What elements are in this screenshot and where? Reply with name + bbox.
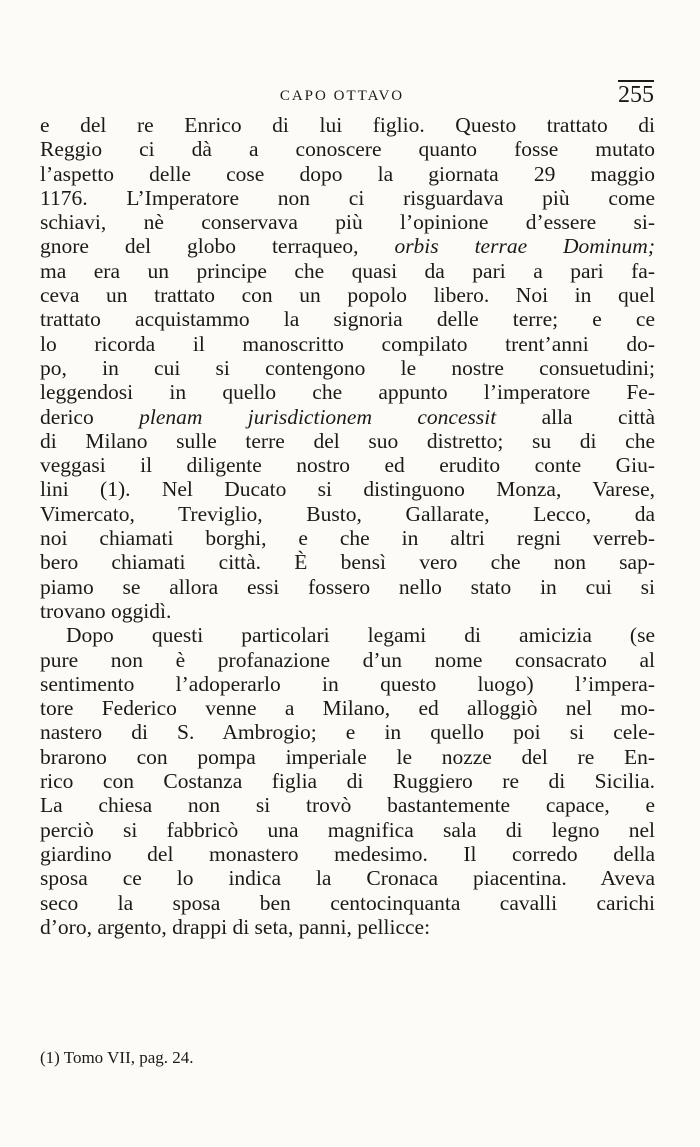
text-line <box>40 332 655 356</box>
text-run: pure non è profanazione d’un nome consacrato al <box>40 647 655 672</box>
text-run: bero chiamati città. È bensì vero che non sap- <box>40 550 655 575</box>
text-run: leggendosi in quello che appunto l’imperatore Fe- <box>40 380 655 405</box>
text-run: di Milano sulle terre del suo distretto; su di che <box>40 428 655 453</box>
paragraph <box>40 113 655 623</box>
text-line <box>40 234 655 258</box>
text-run: lo ricorda il manoscritto compilato trent’anni do- <box>40 331 655 356</box>
text-line <box>40 186 655 210</box>
text-line <box>40 696 655 720</box>
text-line <box>40 502 655 526</box>
text-line <box>40 259 655 283</box>
text-line <box>40 720 655 744</box>
text-line <box>40 891 655 915</box>
text-line <box>40 113 655 137</box>
text-run: perciò si fabbricò una magnifica sala di legno nel <box>40 817 655 842</box>
text-run: ma era un principe che quasi da pari a pari fa- <box>40 258 655 283</box>
footnote: (1) Tomo VII, pag. 24. <box>40 1048 194 1067</box>
text-line <box>40 842 655 866</box>
text-run: Dopo questi particolari legami di amicizia (se <box>66 623 655 648</box>
text-run: sposa ce lo indica la Cronaca piacentina. Aveva <box>40 866 655 891</box>
running-header <box>38 82 654 112</box>
text-line <box>40 648 655 672</box>
text-run: lini (1). Nel Ducato si distinguono Monza, Varese, <box>40 477 655 502</box>
text-line <box>40 162 655 186</box>
text-line <box>40 356 655 380</box>
text-run: piamo se allora essi fossero nello stato in cui si <box>40 574 655 599</box>
paragraph <box>40 623 655 939</box>
text-run: noi chiamati borghi, e che in altri regni verreb- <box>40 526 655 551</box>
running-title: CAPO OTTAVO <box>279 88 405 104</box>
text-run: tore Federico venne a Milano, ed alloggiò nel mo- <box>40 696 655 721</box>
text-run: La chiesa non si trovò bastantemente capace, e <box>40 793 655 818</box>
text-run: rico con Costanza figlia di Ruggiero re di Sicilia. <box>40 769 655 794</box>
text-run: schiavi, nè conservava più l’opinione d’essere si- <box>40 210 655 235</box>
text-line <box>40 526 655 550</box>
text-line <box>40 599 655 623</box>
text-run: giardino del monastero medesimo. Il corredo della <box>40 841 655 866</box>
text-run: seco la sposa ben centocinquanta cavalli carichi <box>40 890 655 915</box>
text-run: gnore del globo terraqueo, <box>40 234 395 259</box>
text-line <box>40 210 655 234</box>
text-run: ceva un trattato con un popolo libero. Noi in quel <box>40 283 655 308</box>
text-run: Reggio ci dà a conoscere quanto fosse mutato <box>40 137 655 162</box>
text-line <box>40 769 655 793</box>
text-run: trovano oggidì. <box>40 598 172 623</box>
text-run: veggasi il diligente nostro ed erudito conte Giu- <box>40 453 655 478</box>
text-line <box>40 137 655 161</box>
text-run: 1176. L’Imperatore non ci risguardava più come <box>40 185 655 210</box>
text-line <box>40 672 655 696</box>
text-line <box>40 550 655 574</box>
text-line <box>40 623 655 647</box>
text-run: po, in cui si contengono le nostre consuetudini; <box>40 355 655 380</box>
text-line <box>40 283 655 307</box>
text-run: brarono con pompa imperiale le nozze del re En- <box>40 744 655 769</box>
text-line <box>40 915 655 939</box>
text-line <box>40 575 655 599</box>
text-line <box>40 793 655 817</box>
text-line <box>40 745 655 769</box>
page-number: 255 <box>618 82 654 108</box>
text-run: d’oro, argento, drappi di seta, panni, pellicce: <box>40 914 431 939</box>
text-line <box>40 818 655 842</box>
body-text <box>40 113 655 939</box>
text-run: nastero di S. Ambrogio; e in quello poi si cele- <box>40 720 655 745</box>
text-run: derico <box>40 404 140 429</box>
text-line <box>40 380 655 404</box>
text-run: trattato acquistammo la signoria delle terre; e ce <box>40 307 655 332</box>
text-run: e del re Enrico di lui figlio. Questo trattato di <box>40 113 655 137</box>
text-line <box>40 307 655 331</box>
text-run: Vimercato, Treviglio, Busto, Gallarate, Lecco, da <box>40 501 655 526</box>
text-line <box>40 866 655 890</box>
text-line <box>40 477 655 501</box>
text-run: l’aspetto delle cose dopo la giornata 29 maggio <box>40 161 655 186</box>
text-line <box>40 453 655 477</box>
text-run: sentimento l’adoperarlo in questo luogo) l’impera- <box>40 671 655 696</box>
text-run: alla città <box>496 404 655 429</box>
italic-latin-phrase: orbis terrae Dominum; <box>394 234 655 259</box>
text-line <box>40 405 655 429</box>
italic-latin-phrase: plenam jurisdictionem concessit <box>139 404 497 429</box>
text-line <box>40 429 655 453</box>
